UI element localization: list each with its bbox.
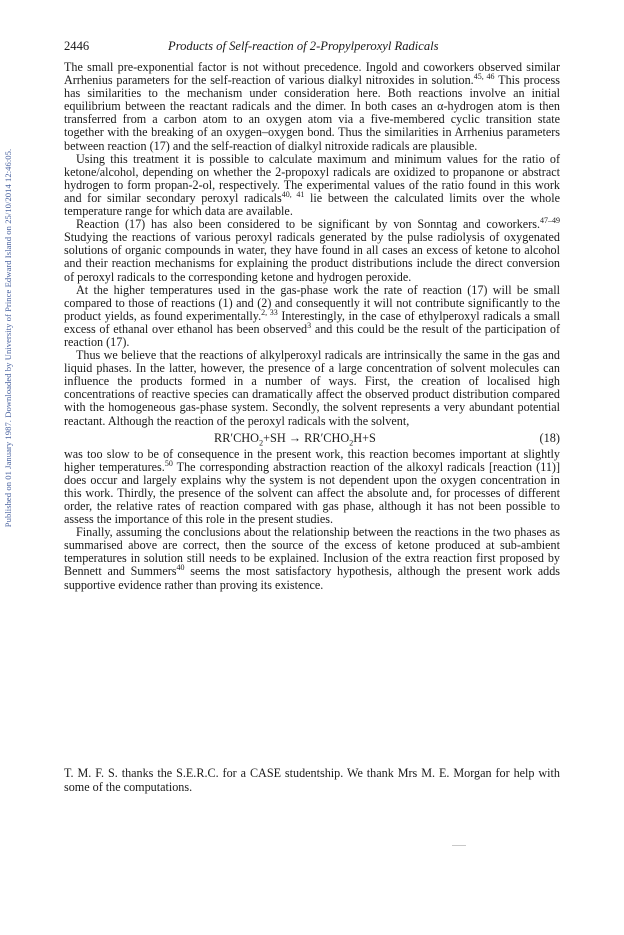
paragraph-5: Thus we believe that the reactions of alkylperoxyl radicals are intrinsically the same in the gas and liquid phases. In the latter, however, the presence of a large concentration of solvent molecules can influence the products formed in a number of ways. First, the creation of localised high concentrations of reactive species can dramatically affect the observed product distribution compared with the homogeneous gas-phase system. Secondly, the solvent represents a very abundant potential reactant. Although the reaction of the peroxyl radicals with the solvent,	[64, 348, 560, 428]
page-number: 2446	[64, 39, 90, 53]
citation: 3	[307, 320, 312, 330]
citation: 40, 41	[281, 189, 305, 199]
article-body	[64, 61, 560, 592]
equation-18	[64, 430, 560, 448]
acknowledgement	[64, 767, 560, 794]
acknowledgement-text: T. M. F. S. thanks the S.E.R.C. for a CASE studentship. We thank Mrs M. E. Morgan for help with some of the computations.	[64, 766, 560, 794]
page-header	[64, 39, 560, 59]
paragraph-2: Using this treatment it is possible to calculate maximum and minimum values for the ratio of ketone/alcohol, depending on whether the 2-propoxyl radicals are oxidized to propanone or abstract hydrogen to form propan-2-ol, respectively. The experimental values of the ratio found in this work and for similar secondary peroxyl radicals$^{40, 41}$ lie between the calculated limits over the whole temperature range for which data are available.	[64, 151, 560, 219]
paragraph-3: Reaction (17) has also been considered to be significant by von Sonntag and coworkers.$^{47-49}$ Studying the reactions of various peroxyl radicals generated by the pulse radiolysis of oxygenated solutions of organic compounds in water, they have found in all cases an excess of ketone to alcohol and their reaction mechanisms for explaining the product distributions include the direct conversion of peroxyl radicals to the corresponding ketone and hydrogen peroxide.	[64, 216, 560, 284]
equation-formula: $RR'CHO_2+SH \to RR'CHO_2H+S$	[214, 430, 376, 448]
citation: 2, 33	[261, 307, 278, 317]
citation: 45, 46	[473, 72, 495, 82]
download-watermark-text: Published on 01 January 1987. Downloaded by University of Prince Edward Island on 25/10/2014 12:46:05.	[3, 148, 13, 528]
download-watermark	[1, 98, 15, 578]
paragraph-1: The small pre-exponential factor is not without precedence. Ingold and coworkers observed similar Arrhenius parameters for the self-reaction of various dialkyl nitroxides in solution.$^{45, 46}$ This process has similarities to the mechanism under consideration here. Both reactions involve an initial equilibrium between the reactant radicals and the dimer. In both cases an α-hydrogen atom is then transferred from a carbon atom to an oxygen atom via a five-membered cyclic transition state together with the breaking of an oxygen–oxygen bond. Thus the similarities in Arrhenius parameters between reaction (17) and the self-reaction of dialkyl nitroxide radicals are plausible.	[64, 60, 561, 153]
citation: 40	[176, 563, 185, 573]
citation: 47–49	[540, 216, 560, 226]
paragraph-4: At the higher temperatures used in the gas-phase work the rate of reaction (17) will be small compared to those of reactions (1) and (2) and consequently it will not contribute significantly to the product yields, as found experimentally.$^{2, 33}$ Interestingly, in the case of ethylperoxyl radicals a small excess of ethanal over ethanol has been observed$^3$ and this could be the result of the participation of reaction (17).	[64, 282, 560, 349]
paragraph-7: Finally, assuming the conclusions about the relationship between the reactions in the two phases as summarised above are correct, then the source of the excess of ketone produced at sub-ambient temperatures in solution still needs to be explained. Inclusion of the extra reaction first proposed by Bennett and Summers$^{40}$ seems the most satisfactory hypothesis, although the present work adds supportive evidence rather than proving its existence.	[64, 525, 560, 592]
citation: 50	[164, 458, 173, 468]
equation-number: (18)	[539, 430, 560, 445]
paragraph-6: was too slow to be of consequence in the present work, this reaction becomes important at slightly higher temperatures.$^{50}$ The corresponding abstraction reaction of the alkoxyl radicals [reaction (11)] does occur and largely explains why the system is not dependent upon the oxygen concentration in this work. Thirdly, the presence of the solvent can affect the absolute and, for processes of different order, the relative rates of reaction compared with gas phase, although it has not been possible to assess the importance of this role in the present studies.	[64, 446, 560, 527]
scan-mark	[452, 845, 466, 846]
running-title: Products of Self-reaction of 2-Propylperoxyl Radicals	[168, 39, 439, 53]
